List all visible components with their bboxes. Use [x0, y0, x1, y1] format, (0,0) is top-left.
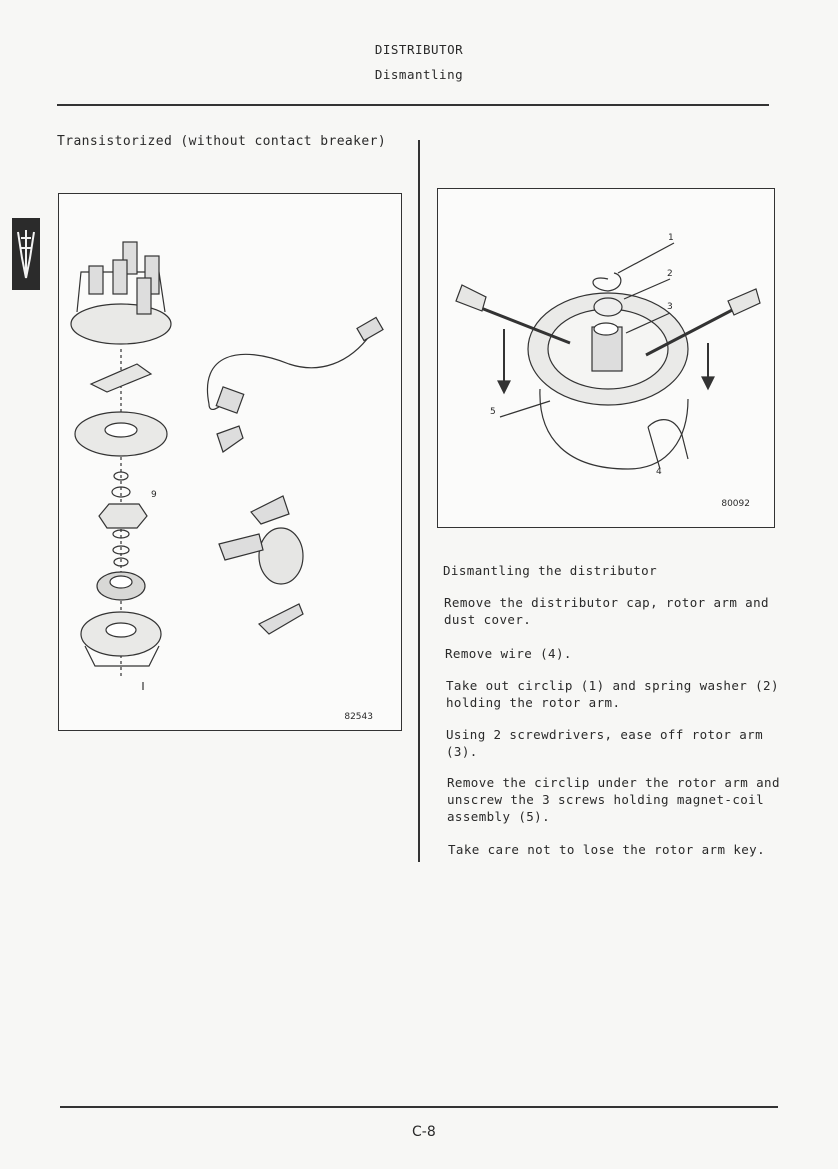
step-paragraph: Remove wire (4).: [445, 646, 572, 661]
callout-4: 4: [656, 467, 662, 477]
step-paragraph: Using 2 screwdrivers, ease off rotor arm (3).: [446, 727, 764, 759]
step-paragraph: Take care not to lose the rotor arm key.: [448, 842, 766, 857]
step-paragraph: Remove the circlip under the rotor arm and unscrew the 3 screws holding magnet-coil assembly (5).: [447, 775, 780, 824]
exploded-view-figure: [58, 193, 402, 731]
step-paragraph: Remove the distributor cap, rotor arm and dust cover.: [444, 595, 769, 627]
figure-number-left: 82543: [344, 712, 373, 722]
page-title: DISTRIBUTOR: [374, 42, 464, 57]
section-title: Dismantling the distributor: [443, 563, 657, 578]
footer-rule: [60, 1106, 778, 1108]
callout-1: 1: [668, 233, 674, 243]
callout-3: 3: [667, 302, 673, 312]
section-tab-icon: [12, 218, 40, 290]
column-divider: [418, 140, 420, 862]
page-subtitle: Dismantling: [374, 67, 464, 82]
left-heading: Transistorized (without contact breaker): [57, 134, 387, 149]
header-rule: [57, 104, 769, 106]
exploded-distributor-drawing: [59, 194, 401, 730]
page-number: C-8: [412, 1124, 436, 1140]
step-paragraph: Take out circlip (1) and spring washer (2) holding the rotor arm.: [446, 678, 779, 710]
callout-2: 2: [667, 269, 673, 279]
figure-number-right: 80092: [721, 499, 750, 509]
callout-5: 5: [490, 407, 496, 417]
screwdriver-figure: [437, 188, 775, 528]
callout-9: 9: [151, 490, 157, 500]
screwdriver-removal-drawing: [438, 189, 774, 527]
